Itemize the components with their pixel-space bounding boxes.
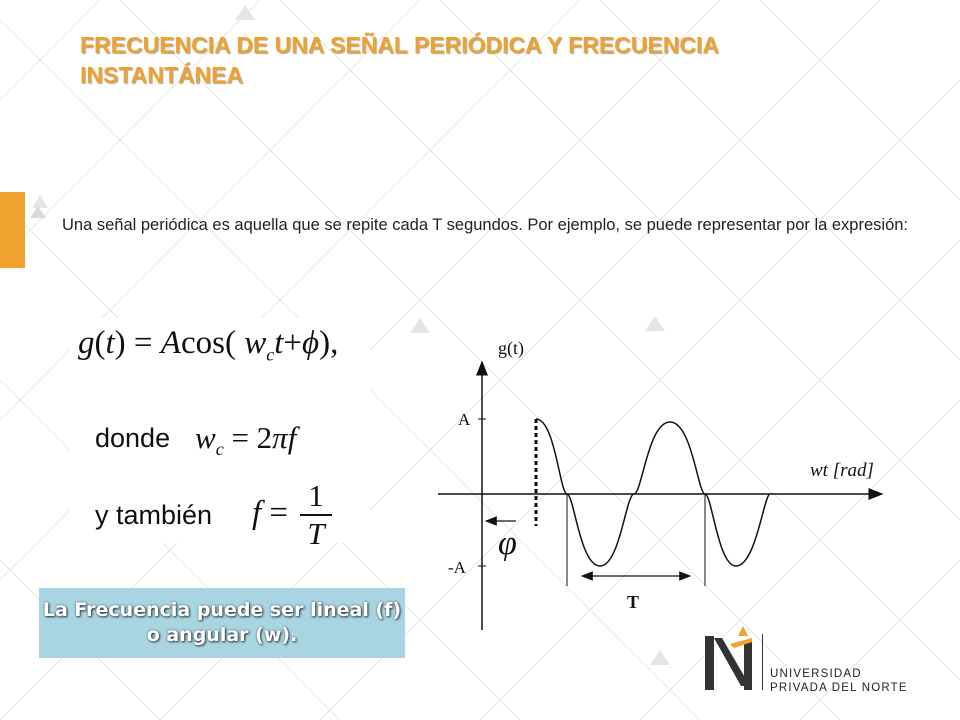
intro-text: Una señal periódica es aquella que se repite cada T segundos. Por ejemplo, se puede representar por la expresión: bbox=[62, 216, 909, 234]
callout-box bbox=[39, 588, 405, 658]
signal-formula: g(t) = Acos( $w_ct+\phi$), bbox=[78, 325, 339, 365]
fraction-denominator: T bbox=[307, 516, 325, 551]
x-axis-label: wt [rad] bbox=[810, 460, 874, 481]
tambien-label: y también bbox=[95, 500, 213, 530]
donde-label: donde bbox=[95, 423, 171, 453]
frequency-formula-lhs: f = bbox=[252, 495, 289, 531]
signal-wave bbox=[536, 419, 770, 566]
signal-graph bbox=[420, 330, 900, 640]
logo-text-line1: UNIVERSIDAD bbox=[770, 668, 862, 680]
phase-label: φ bbox=[498, 525, 517, 562]
logo-text-line2: PRIVADA DEL NORTE bbox=[770, 682, 908, 694]
frequency-fraction bbox=[300, 478, 332, 552]
angular-frequency-formula: $w_c = 2\pi f$ bbox=[195, 420, 297, 460]
logo-separator bbox=[762, 634, 763, 690]
slide-title: FRECUENCIA DE UNA SEÑAL PERIÓDICA Y FRECUENCIA INSTANTÁNEA bbox=[80, 32, 719, 88]
amp-neg-label: -A bbox=[448, 558, 466, 577]
accent-bar bbox=[0, 192, 25, 268]
callout-text: La Frecuencia puede ser lineal (f) o angular (w). bbox=[42, 599, 402, 646]
fraction-numerator: 1 bbox=[300, 478, 332, 516]
bullet-triangle-icon bbox=[30, 206, 46, 218]
period-label: T bbox=[627, 592, 640, 612]
amp-pos-label: A bbox=[458, 410, 471, 429]
y-axis-label: g(t) bbox=[498, 338, 524, 358]
